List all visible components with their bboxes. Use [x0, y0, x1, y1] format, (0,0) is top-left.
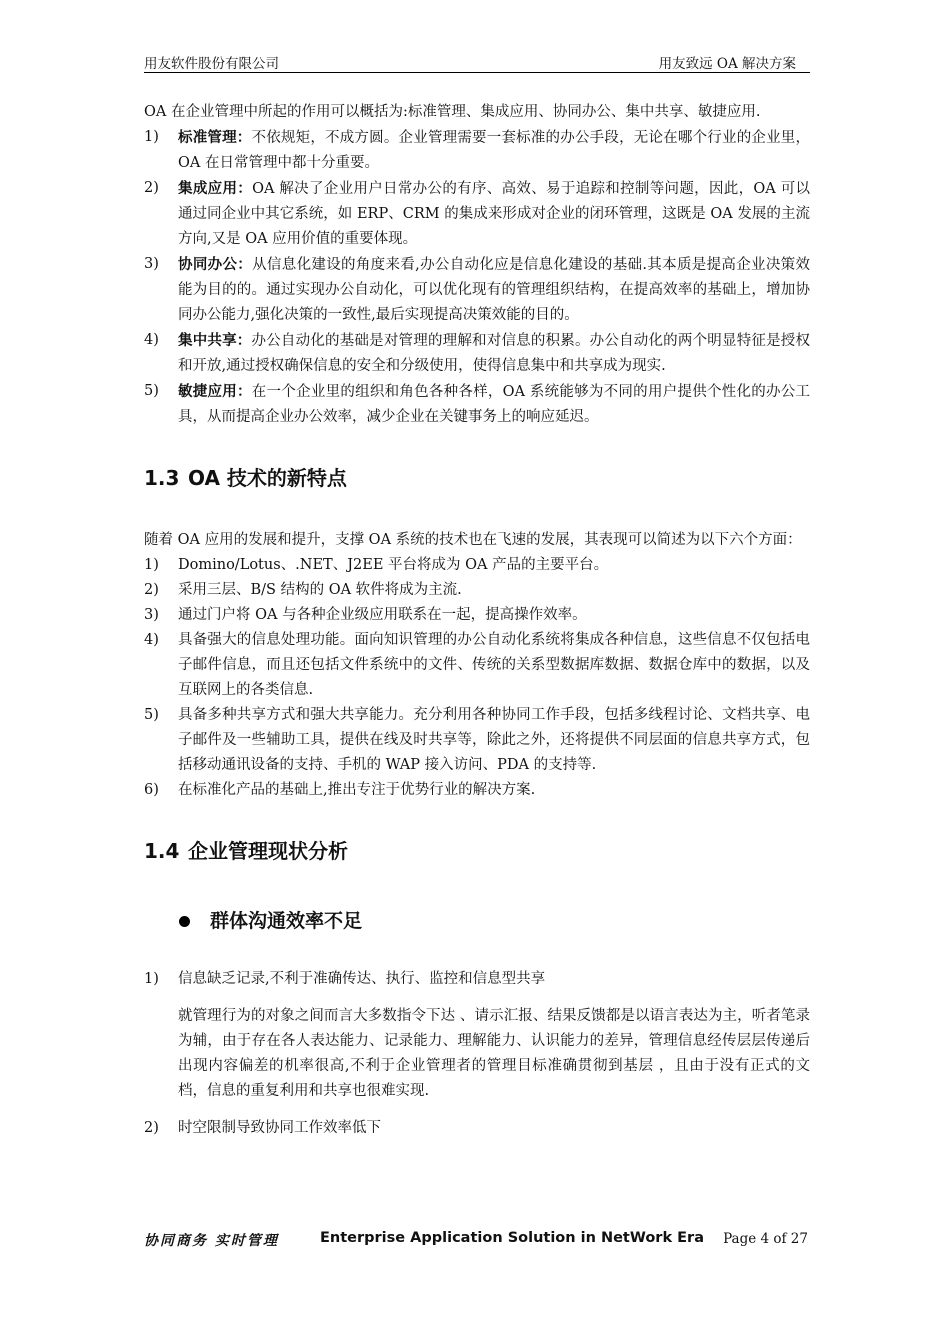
- header-doc-title: 用友致远 OA 解决方案: [658, 56, 796, 72]
- item-text: 在标准化产品的基础上,推出专注于优势行业的解决方案.: [178, 782, 536, 798]
- item-number: 5): [144, 707, 159, 723]
- bullet-heading: [144, 907, 810, 935]
- item-term: 集成应用：: [178, 180, 253, 197]
- item-text: 时空限制导致协同工作效率低下: [178, 1120, 381, 1136]
- section-title: 企业管理现状分析: [188, 839, 348, 863]
- page-header: [144, 52, 810, 73]
- item-term: 标准管理：: [178, 129, 252, 146]
- intro-paragraph: OA 在企业管理中所起的作用可以概括为:标准管理、集成应用、协同办公、集中共享、敏捷应用.: [144, 104, 761, 120]
- bullet-dot-icon: [179, 916, 190, 927]
- list-item: [144, 252, 810, 328]
- item-term: 集中共享：: [178, 332, 252, 349]
- item-number: 3): [144, 607, 159, 623]
- list-item: [144, 778, 810, 803]
- item-text: 采用三层、B/S 结构的 OA 软件将成为主流.: [178, 582, 462, 598]
- section-heading-1-4: [144, 837, 810, 865]
- page-content: [144, 100, 810, 1141]
- item-text: 信息缺乏记录,不利于准确传达、执行、监控和信息型共享: [178, 971, 546, 987]
- item-text: 通过门户将 OA 与各种企业级应用联系在一起，提高操作效率。: [178, 607, 587, 623]
- item-text: Domino/Lotus、.NET、J2EE 平台将成为 OA 产品的主要平台。: [178, 557, 609, 573]
- bullet-heading-text: 群体沟通效率不足: [210, 910, 363, 932]
- item-number: 4): [144, 332, 159, 348]
- item-text: 不依规矩，不成方圆。企业管理需要一套标准的办公手段，无论在哪个行业的企业里，OA 在日常管理中都十分重要。: [178, 130, 811, 171]
- roles-list: [144, 125, 810, 430]
- list-item: [144, 553, 810, 578]
- features-list: [144, 553, 810, 803]
- item-term: 敏捷应用：: [178, 383, 252, 400]
- section-number: 1.3: [144, 466, 180, 490]
- list-item: [144, 125, 810, 176]
- header-company: 用友软件股份有限公司: [144, 56, 279, 72]
- page-number: Page 4 of 27: [723, 1231, 808, 1247]
- item-text: 在一个企业里的组织和角色各种各样，OA 系统能够为不同的用户提供个性化的办公工具，从而提高企业办公效率，减少企业在关键事务上的响应延迟。: [178, 384, 811, 425]
- item-number: 2): [144, 180, 159, 196]
- item-number: 5): [144, 383, 159, 399]
- page-footer: [144, 1230, 810, 1250]
- item-text: 具备多种共享方式和强大共享能力。充分利用各种协同工作手段，包括多线程讨论、文档共享、电子邮件及一些辅助工具，提供在线及时共享等，除此之外，还将提供不同层面的信息共享方式，包括移动通讯设备的支持、手机的 WAP 接入访问、PDA 的支持等.: [178, 707, 810, 773]
- item-number: 2): [144, 1120, 159, 1136]
- item-number: 3): [144, 256, 159, 272]
- list-item: [144, 176, 810, 252]
- list-item: [144, 703, 810, 778]
- list-item: [144, 628, 810, 703]
- item-term: 协同办公：: [178, 256, 253, 273]
- section-heading-1-3: [144, 464, 810, 492]
- item-number: 1): [144, 971, 159, 987]
- body-paragraph: 就管理行为的对象之间而言大多数指令下达 、请示汇报、结果反馈都是以语言表达为主，听者笔录为辅，由于存在各人表达能力、记录能力、理解能力、认识能力的差异，管理信息经传层层传递后出现内容偏差的机率很高,不利于企业管理者的管理目标准确贯彻到基层 ，且由于没有正式的文档，信息的重复利用和共享也很难实现.: [178, 1008, 810, 1099]
- list-item: [144, 1116, 810, 1141]
- footer-slogan: Enterprise Application Solution in NetWork Era: [320, 1230, 704, 1246]
- item-text: 办公自动化的基础是对管理的理解和对信息的积累。办公自动化的两个明显特征是授权和开放,通过授权确保信息的安全和分级使用，使得信息集中和共享成为现实.: [178, 333, 811, 374]
- footer-motto: 协同商务 实时管理: [144, 1233, 279, 1249]
- list-item: [144, 578, 810, 603]
- item-text: 具备强大的信息处理功能。面向知识管理的办公自动化系统将集成各种信息，这些信息不仅包括电子邮件信息，而且还包括文件系统中的文件、传统的关系型数据库数据、数据仓库中的数据，以及互联网上的各类信息.: [178, 632, 810, 698]
- item-number: 1): [144, 129, 159, 145]
- item-number: 6): [144, 782, 159, 798]
- list-item: [144, 328, 810, 379]
- section-number: 1.4: [144, 839, 180, 863]
- item-number: 2): [144, 582, 159, 598]
- list-item: [144, 603, 810, 628]
- item-number: 1): [144, 557, 159, 573]
- section-title: OA 技术的新特点: [188, 466, 347, 490]
- item-number: 4): [144, 632, 159, 648]
- section-intro: 随着 OA 应用的发展和提升，支撑 OA 系统的技术也在飞速的发展，其表现可以简述为以下六个方面：: [144, 532, 802, 548]
- item-text: OA 解决了企业用户日常办公的有序、高效、易于追踪和控制等问题，因此，OA 可以通过同企业中其它系统，如 ERP、CRM 的集成来形成对企业的闭环管理，这既是 OA 发展的主流方向,又是 OA 应用价值的重要体现。: [178, 181, 811, 247]
- item-text: 从信息化建设的角度来看,办公自动化应是信息化建设的基础.其本质是提高企业决策效能为目的的。通过实现办公自动化，可以优化现有的管理组织结构，在提高效率的基础上，增加协同办公能力,强化决策的一致性,最后实现提高决策效能的目的。: [178, 257, 811, 323]
- list-item: [144, 967, 810, 992]
- list-item: [144, 379, 810, 430]
